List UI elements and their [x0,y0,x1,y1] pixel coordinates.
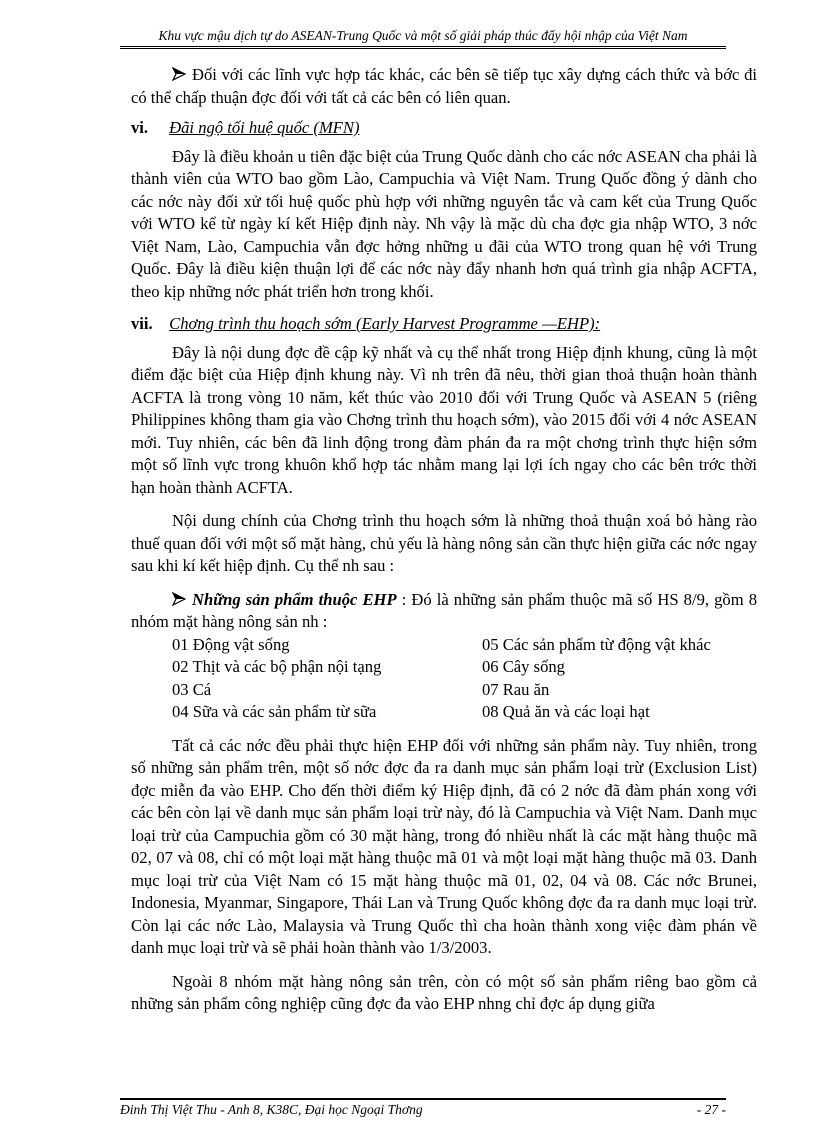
product-group-item: 06 Cây sống [482,657,565,676]
section-vi-heading [131,117,757,140]
product-group-item: 02 Thịt và các bộ phận nội tạng [172,657,382,676]
section-vii-paragraph-1: Đây là nội dung đợc đề cập kỹ nhất và cụ thể nhất trong Hiệp định khung, cũng là một điểm đặc biệt của Hiệp định khung này. Vì nh trên đã nêu, thời gian thoả thuận hoàn thành ACFTA là trong vòng 10 năm, kết thúc vào 2010 đối với Trung Quốc và ASEAN 5 (riêng Philippines không tham gia vào Chơng trình thu hoạch sớm), vào 2015 đối với 4 nớc ASEAN mới. Tuy nhiên, các bên đã linh động trong đàm phán đa ra một chơng trình thực hiện sớm một số lĩnh vực trong khuôn khổ hợp tác nhằm mang lại lợi ích ngay cho các bên trớc thời hạn hoàn thành ACFTA. [131,342,757,497]
page-footer [120,1098,726,1118]
section-vii-paragraph-3: Tất cả các nớc đều phải thực hiện EHP đối với những sản phẩm này. Tuy nhiên, trong số những sản phẩm trên, một số nớc đợc đa ra danh mục sản phẩm loại trừ (Exclusion List) đợc miễn đa vào EHP. Cho đến thời điểm ký Hiệp định, đã có 2 nớc đã đàm phán xong với các bên còn lại về danh mục sản phẩm loại trừ này, đó là Campuchia và Việt Nam. Danh mục loại trừ của Campuchia gồm có 30 mặt hàng, trong đó nhiều nhất là các mặt hàng thuộc mã 02, 07 và 08, chỉ có một loại mặt hàng thuộc mã 01 và một loại mặt hàng thuộc mã 03. Danh mục loại trừ của Việt Nam có 15 mặt hàng thuộc mã 01, 02, 04 và 08. Các nớc Brunei, Indonesia, Myanmar, Singapore, Thái Lan và Trung Quốc không đợc đa ra danh mục loại trừ. Còn lại các nớc Lào, Malaysia và Trung Quốc thì cha hoàn thành xong việc đàm phán về danh mục loại trừ và sẽ phải hoàn thành vào 1/3/2003. [131,735,757,957]
product-group-list [172,634,757,724]
product-group-item: 08 Quả ăn và các loại hạt [482,702,650,721]
section-vii-title: Chơng trình thu hoạch sớm (Early Harvest Programme —EHP): [169,314,601,333]
product-group-item: 04 Sữa và các sản phẩm từ sữa [172,702,377,721]
page-body [131,64,757,1016]
footer-author: Đinh Thị Việt Thu - Anh 8, K38C, Đại học Ngoại Thơng [120,1102,423,1117]
intro-bullet-paragraph [131,64,757,109]
ehp-text: : Đó là những sản phẩm thuộc mã số HS 8/9, gồm 8 nhóm mặt hàng nông sản nh : [131,589,758,631]
ehp-label: Những sản phẩm thuộc EHP [192,589,397,609]
ehp-bullet-paragraph [131,589,757,634]
intro-bullet-text: Đối với các lĩnh vực hợp tác khác, các bên sẽ tiếp tục xây dựng cách thức và bớc đi có thể chấp thuận đợc đối với tất cả các bên có liên quan. [131,65,757,107]
section-vii-number: vii. [131,314,153,333]
arrow-bullet-icon [172,67,186,81]
section-vi-number: vi. [131,118,149,137]
page-number: - 27 - [696,1102,726,1117]
product-group-item: 01 Động vật sống [172,634,290,654]
section-vi-paragraph: Đây là điều khoản u tiên đặc biệt của Trung Quốc dành cho các nớc ASEAN cha phải là thành viên của WTO bao gồm Lào, Campuchia và Việt Nam. Trung Quốc đồng ý dành cho các nớc này đối xử tối huệ quốc phù hợp với những nguyên tắc và cam kết của Trung Quốc với WTO kể từ ngày kí kết Hiệp định này. Nh vậy là mặc dù cha đợc gia nhập WTO, 3 nớc Việt Nam, Lào, Campuchia vẫn đợc hởng những u đãi của WTO trong quan hệ với Trung Quốc. Đây là điều kiện thuận lợi để các nớc này đẩy nhanh hơn quá trình gia nhập ACFTA, theo kịp những nớc phát triển hơn trong khối. [131,146,757,301]
product-group-item: 07 Rau ăn [482,679,550,699]
product-group-item: 05 Các sản phẩm từ động vật khác [482,634,711,654]
section-vi-title: Đãi ngộ tối huệ quốc (MFN) [169,118,360,137]
section-vii-heading [131,313,757,336]
section-vii-paragraph-2: Nội dung chính của Chơng trình thu hoạch sớm là những thoả thuận xoá bỏ hàng rào thuế quan đối với một số mặt hàng, chủ yếu là hàng nông sản cần thực hiện giữa các nớc ngay sau khi kí kết hiệp định. Cụ thể nh sau : [131,511,757,575]
running-header: Khu vực mậu dịch tự do ASEAN-Trung Quốc và một số giải pháp thúc đẩy hội nhập của Việt Nam [120,28,726,49]
product-group-item: 03 Cá [172,679,212,699]
arrow-bullet-icon [172,592,186,606]
section-vii-paragraph-4: Ngoài 8 nhóm mặt hàng nông sản trên, còn có một số sản phẩm riêng bao gồm cả những sản phẩm công nghiệp cũng đợc đa vào EHP nhng chỉ đợc áp dụng giữa [131,971,757,1013]
